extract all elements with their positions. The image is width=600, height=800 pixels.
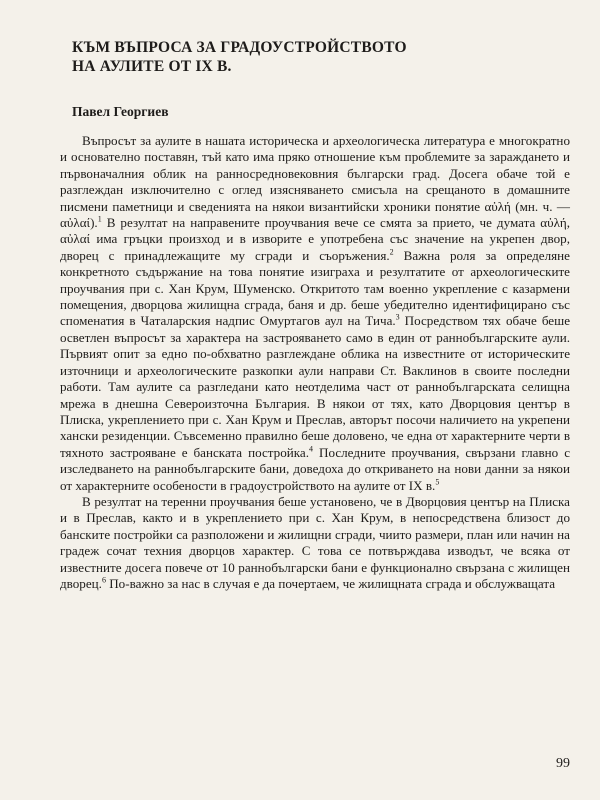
footnote-ref-1: 1 xyxy=(97,214,102,224)
footnote-ref-3: 3 xyxy=(395,313,400,323)
title-line-1: КЪМ ВЪПРОСА ЗА ГРАДОУСТРОЙСТВОТО xyxy=(72,39,407,56)
article-title xyxy=(72,38,570,76)
footnote-ref-5: 5 xyxy=(435,477,440,487)
paragraph-1 xyxy=(60,133,570,494)
page-number: 99 xyxy=(556,756,570,771)
p1-part-c: Важна роля за определяне конкретното съдържание на това понятие изиграха и резултатите от археологическите проучвания при с. Хан Крум, Шуменско. Откритото там военно укрепление с казармени помещения, дворцова жилищна сграда, баня и др. беше убедително идентифицирано със споменатия в Чаталарския надпис Омуртагов аул на Тича. xyxy=(60,247,570,329)
paragraph-2 xyxy=(60,494,570,592)
p1-part-b: В резултат на направените проучвания вече се смята за прието, че думата αὐλή, αὐλαί има гръцки произход и в изворите е употребена със значение на укрепен двор, дворец с принадлежащите му сгради и съоръжения. xyxy=(60,215,570,263)
author-name: Павел Георгиев xyxy=(72,104,169,119)
p1-part-e: Последните проучвания, свързани главно с изследването на раннобългарските бани, доведоха до откриването на нови данни за някои от характерните особености в градоустройството на аулите от IX в. xyxy=(60,444,571,493)
title-line-2: НА АУЛИТЕ ОТ IX В. xyxy=(72,58,232,75)
p2-part-b: По-важно за нас в случая е да почертаем, че жилищната сграда и обслужващата xyxy=(105,575,556,591)
footnote-ref-6: 6 xyxy=(101,575,106,585)
article-body xyxy=(60,133,570,592)
footnote-ref-4: 4 xyxy=(309,444,314,454)
p1-part-d: Посредством тях обаче беше осветлен въпросът за характера на застрояването само в един от раннобългарските аули. Първият опит за едно по-обхватно разглеждане облика на известните от историческите източници и археологическите разкопки аули направи Ст. Ваклинов в своите последни работи. Там аулите са разгледани като неотделима част от раннобългарската селищна мрежа в днешна Североизточна България. В някои от тях, като Дворцовия център в Плиска, укреплението при с. Хан Крум и Преслав, авторът посочи наличието на укрепени хански резиденции. Съвсеменно правилно беше доловено, че една от характерните черти в тяхното застрояване е банската постройка. xyxy=(60,313,571,460)
p2-part-a: В резултат на теренни проучвания беше установено, че в Дворцовия център на Плиска и в Преслав, както и в укреплението при с. Хан Крум, в непосредствена близост до банските постройки са разположени и жилищни сгради, чиито размери, план или начин на градеж сочат техния дворцов характер. С това се потвърждава изводът, че всяка от известните досега повече от 10 раннобългарски бани е функционално свързана с жилищен дворец. xyxy=(60,493,570,591)
p1-part-a: Въпросът за аулите в нашата историческа и археологическа литература е многократно и основателно поставян, тъй като има пряко отношение към проблемите за зараждането и първоначалния облик на ранносредновековния български град. Досега обаче той е разглеждан изключително с оглед изясняването смисъла на срещаното в домашните писмени паметници и сведенията на някои византийски хроники понятие αὐλή (мн. ч. — αὐλαί). xyxy=(60,133,570,231)
footnote-ref-2: 2 xyxy=(389,247,394,257)
